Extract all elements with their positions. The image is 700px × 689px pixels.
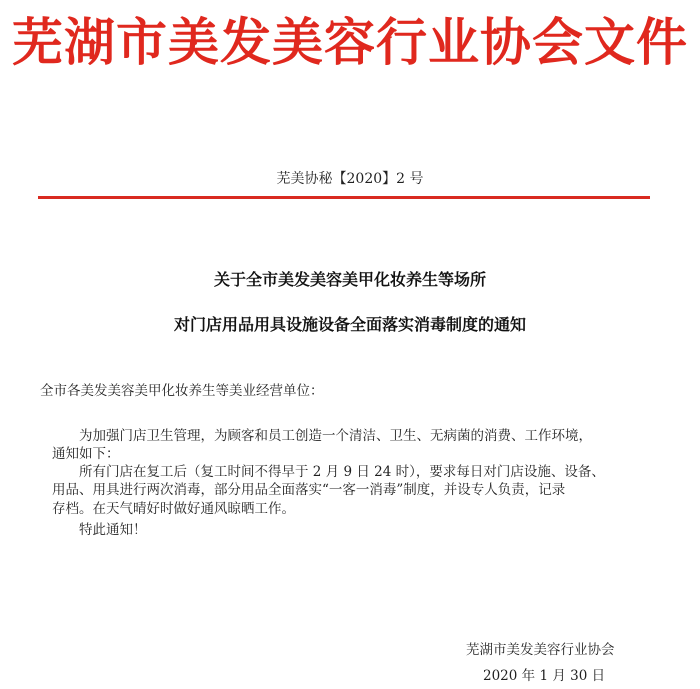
paragraph-2-line-2: 用品、用具进行两次消毒，部分用品全面落实“一客一消毒”制度，并设专人负责，记录 [52,482,566,498]
signature-date: 2020 年 1 月 30 日 [483,668,606,684]
document-header-title: 芜湖市美发美容行业协会文件 [11,14,688,73]
paragraph-2-line-3: 存档。在天气晴好时做好通风晾晒工作。 [52,501,295,517]
red-divider-line [38,196,650,199]
closing-line: 特此通知！ [79,522,147,538]
paragraph-1-line-2: 通知如下： [52,446,120,462]
paragraph-2-line-1: 所有门店在复工后（复工时间不得早于 2 月 9 日 24 时），要求每日对门店设施、设备、 [79,464,605,480]
salutation: 全市各美发美容美甲化妆养生等美业经营单位： [40,383,324,399]
notice-title-line-1: 关于全市美发美容美甲化妆养生等场所 [213,270,486,289]
notice-title-line-2: 对门店用品用具设施设备全面落实消毒制度的通知 [173,315,526,334]
signature-organization: 芜湖市美发美容行业协会 [466,642,615,658]
paragraph-1-line-1: 为加强门店卫生管理，为顾客和员工创造一个清洁、卫生、无病菌的消费、工作环境， [79,428,592,444]
document-number: 芜美协秘【2020】2 号 [276,171,424,187]
